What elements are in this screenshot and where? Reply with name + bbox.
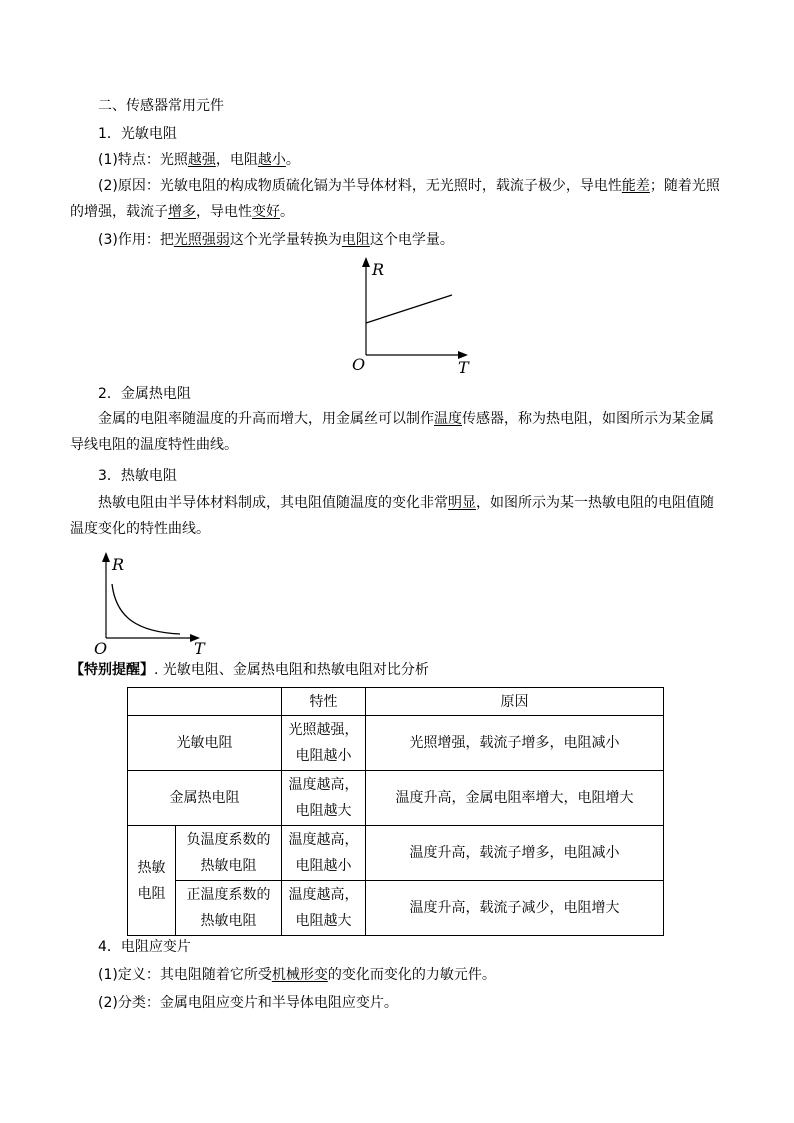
strain-classification: (2)分类：金属电阻应变片和半导体电阻应变片。 [98, 995, 398, 1011]
cell-name: 金属热电阻 [128, 771, 282, 826]
thermistor-heading: 3．热敏电阻 [98, 468, 177, 484]
cell-reason: 温度升高，金属电阻率增大，电阻增大 [366, 771, 664, 826]
strain-heading: 4．电阻应变片 [98, 939, 191, 955]
thermistor-body: 热敏电阻由半导体材料制成，其电阻值随温度的变化非常明显，如图所示为某一热敏电阻的电阻值随温度变化的特性曲线。 [70, 495, 714, 537]
origin-label: O [94, 639, 108, 658]
metal-body: 金属的电阻率随温度的升高而增大，用金属丝可以制作温度传感器，称为热电阻，如图所示为某金属导线电阻的温度特性曲线。 [70, 411, 714, 453]
strain-definition: (1)定义：其电阻随着它所受机械形变的变化而变化的力敏元件。 [98, 967, 496, 983]
cell-reason: 光照增强，载流子增多，电阻减小 [366, 716, 664, 771]
cell-name: 负温度系数的 热敏电阻 [176, 826, 282, 881]
header-empty [128, 688, 282, 716]
photo-cause-cont: 的增强，载流子增多，导电性变好。 [70, 204, 294, 220]
table-row [128, 826, 664, 881]
cell-property: 光照越强， 电阻越小 [282, 716, 366, 771]
cell-group-name: 热敏 电阻 [128, 826, 176, 936]
cell-reason: 温度升高，载流子增多，电阻减小 [366, 826, 664, 881]
resistance-curve [112, 584, 180, 634]
header-reason: 原因 [366, 688, 664, 716]
table-row [128, 716, 664, 771]
cell-name: 正温度系数的 热敏电阻 [176, 881, 282, 936]
photo-cause: (2)原因：光敏电阻的构成物质硫化镉为半导体材料，无光照时，载流子极少，导电性能差；随着光照 [98, 178, 720, 194]
table-row [128, 881, 664, 936]
resistance-line [366, 295, 452, 323]
cell-property: 温度越高， 电阻越小 [282, 826, 366, 881]
y-axis-arrow [362, 257, 370, 267]
section-title: 二、传感器常用元件 [98, 98, 224, 114]
metal-heading: 2．金属热电阻 [98, 386, 191, 402]
table-row [128, 771, 664, 826]
table-header-row [128, 688, 664, 716]
x-axis-label: T [458, 358, 469, 377]
thermistor-graph [90, 550, 210, 660]
comparison-table [127, 687, 664, 936]
photo-role: (3)作用：把光照强弱这个光学量转换为电阻这个电学量。 [98, 232, 454, 248]
photo-feature: (1)特点：光照越强，电阻越小。 [98, 152, 300, 168]
y-axis-arrow [102, 552, 110, 562]
cell-name: 光敏电阻 [128, 716, 282, 771]
cell-property: 温度越高， 电阻越大 [282, 771, 366, 826]
cell-reason: 温度升高，载流子减少，电阻增大 [366, 881, 664, 936]
metal-resistance-graph [340, 255, 480, 375]
y-axis-label: R [112, 555, 125, 574]
y-axis-label: R [372, 260, 385, 279]
special-tip: 【特别提醒】. 光敏电阻、金属热电阻和热敏电阻对比分析 [70, 662, 429, 678]
x-axis-label: T [194, 639, 205, 658]
header-property: 特性 [282, 688, 366, 716]
cell-property: 温度越高， 电阻越大 [282, 881, 366, 936]
photo-heading: 1．光敏电阻 [98, 126, 177, 142]
origin-label: O [352, 355, 366, 374]
